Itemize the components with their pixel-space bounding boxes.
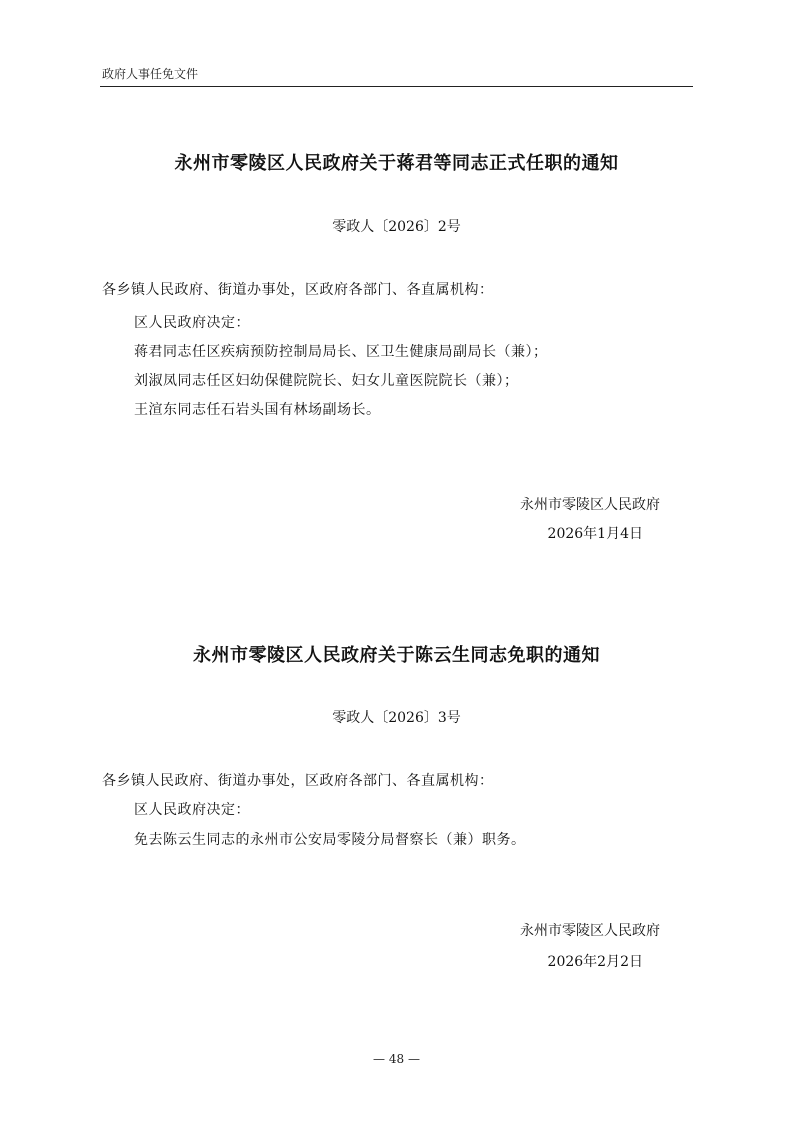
issuer-signature: 永州市零陵区人民政府 xyxy=(520,497,660,513)
header-divider xyxy=(100,86,693,87)
addressee-line: 各乡镇人民政府、街道办事处，区政府各部门、各直属机构： xyxy=(102,282,494,298)
notice-title: 永州市零陵区人民政府关于蒋君等同志正式任职的通知 xyxy=(174,153,619,174)
document-number: 零政人〔2026〕3号 xyxy=(332,710,461,726)
appointment-item: 刘淑凤同志任区妇幼保健院院长、妇女儿童医院院长（兼）； xyxy=(134,373,519,389)
issue-date: 2026年1月4日 xyxy=(547,526,643,542)
decision-line: 区人民政府决定： xyxy=(134,315,250,331)
issuer-signature: 永州市零陵区人民政府 xyxy=(520,923,660,939)
notice-title: 永州市零陵区人民政府关于陈云生同志免职的通知 xyxy=(193,645,600,666)
addressee-line: 各乡镇人民政府、街道办事处，区政府各部门、各直属机构： xyxy=(102,773,494,789)
appointment-item: 蒋君同志任区疾病预防控制局局长、区卫生健康局副局长（兼）； xyxy=(134,344,548,360)
header-label: 政府人事任免文件 xyxy=(102,67,199,81)
document-number: 零政人〔2026〕2号 xyxy=(332,219,461,235)
decision-line: 区人民政府决定： xyxy=(134,802,250,818)
page-number: — 48 — xyxy=(373,1052,420,1066)
appointment-item: 王渲东同志任石岩头国有林场副场长。 xyxy=(134,402,381,418)
issue-date: 2026年2月2日 xyxy=(547,954,643,970)
dismissal-item: 免去陈云生同志的永州市公安局零陵分局督察长（兼）职务。 xyxy=(134,832,526,848)
